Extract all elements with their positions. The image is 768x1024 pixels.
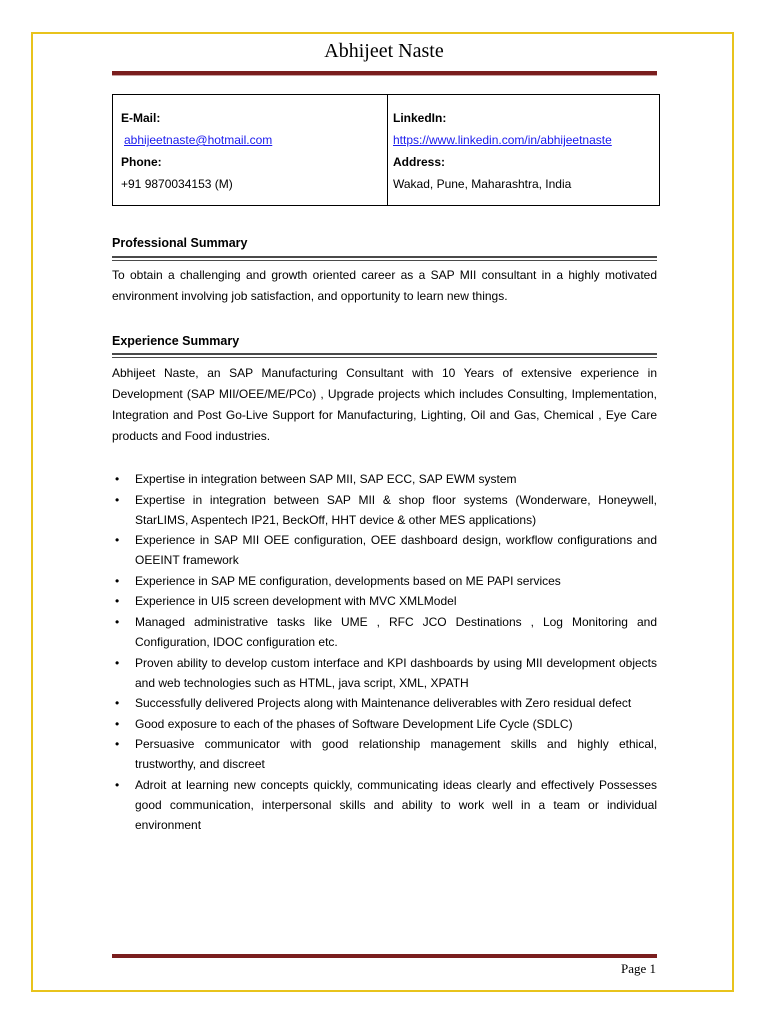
list-item: • Proven ability to develop custom interface and KPI dashboards by using MII development objects and web technologies such as HTML, java script, XML, XPATH <box>112 653 657 693</box>
list-item: • Experience in SAP MII OEE configuration, OEE dashboard design, workflow configurations and OEEINT framework <box>112 530 657 570</box>
footer-rule <box>112 954 657 958</box>
bullet-icon: • <box>115 737 120 752</box>
professional-summary-text: To obtain a challenging and growth oriented career as a SAP MII consultant in a highly motivated environment involving job satisfaction, and opportunity to learn new things. <box>112 268 657 303</box>
address-value: Wakad, Pune, Maharashtra, India <box>393 177 572 191</box>
bullet-icon: • <box>115 472 120 486</box>
email-label: E-Mail: <box>121 111 161 125</box>
list-item: • Expertise in integration between SAP MII, SAP ECC, SAP EWM system <box>112 469 657 489</box>
bullet-icon: • <box>115 777 120 792</box>
list-item: • Successfully delivered Projects along with Maintenance deliverables with Zero residual defect <box>112 693 657 713</box>
linkedin-label: LinkedIn: <box>393 111 447 125</box>
list-item: • Persuasive communicator with good relationship management skills and highly ethical, trustworthy, and discreet <box>112 734 657 774</box>
experience-bullet-list <box>112 469 657 836</box>
bullet-icon: • <box>115 533 120 548</box>
bullet-icon: • <box>115 655 120 670</box>
experience-summary-text: Abhijeet Naste, an SAP Manufacturing Consultant with 10 Years of extensive experience in Development (SAP MII/OEE/ME/PCo) , Upgrade projects which includes Consulting, Implementation, Integration and Post Go-Live Support for Manufacturing, Lighting, Oil and Gas, Chemical , Eye Care products and Food industries. <box>112 366 657 443</box>
page-title: Abhijeet Naste <box>324 40 444 62</box>
phone-value: +91 9870034153 (M) <box>121 177 233 191</box>
phone-label: Phone: <box>121 155 162 169</box>
contact-table <box>112 94 660 206</box>
bullet-icon: • <box>115 614 120 629</box>
list-item: • Adroit at learning new concepts quickly, communicating ideas clearly and effectively Possesses good communication, interpersonal skills and ability to work well in a team or individual environment <box>112 775 657 835</box>
title-underline <box>112 71 657 75</box>
bullet-icon: • <box>115 696 120 711</box>
list-item: • Good exposure to each of the phases of Software Development Life Cycle (SDLC) <box>112 714 657 734</box>
linkedin-link[interactable]: https://www.linkedin.com/in/abhijeetnaste <box>393 133 612 147</box>
list-item: • Expertise in integration between SAP MII & shop floor systems (Wonderware, Honeywell, StarLIMS, Aspentech IP21, BeckOff, HHT device & other MES applications) <box>112 490 657 530</box>
list-item: • Experience in SAP ME configuration, developments based on ME PAPI services <box>112 571 657 591</box>
experience-summary-rule <box>112 353 657 355</box>
experience-summary-heading: Experience Summary <box>112 334 240 348</box>
contact-right-cell <box>387 95 659 205</box>
bullet-icon: • <box>115 716 120 731</box>
list-item: • Managed administrative tasks like UME , RFC JCO Destinations , Log Monitoring and Configuration, IDOC configuration etc. <box>112 612 657 652</box>
professional-summary-heading: Professional Summary <box>112 236 248 250</box>
bullet-icon: • <box>115 594 120 609</box>
bullet-icon: • <box>115 492 120 507</box>
bullet-icon: • <box>115 573 120 588</box>
experience-summary-rule-thin <box>112 357 657 358</box>
page-number: Page 1 <box>620 961 656 976</box>
professional-summary-rule-thin <box>112 260 657 261</box>
address-label: Address: <box>393 155 446 169</box>
list-item: • Experience in UI5 screen development with MVC XMLModel <box>112 591 657 611</box>
contact-left-cell <box>113 95 387 205</box>
professional-summary-rule <box>112 256 657 258</box>
email-link[interactable]: abhijeetnaste@hotmail.com <box>124 133 273 147</box>
